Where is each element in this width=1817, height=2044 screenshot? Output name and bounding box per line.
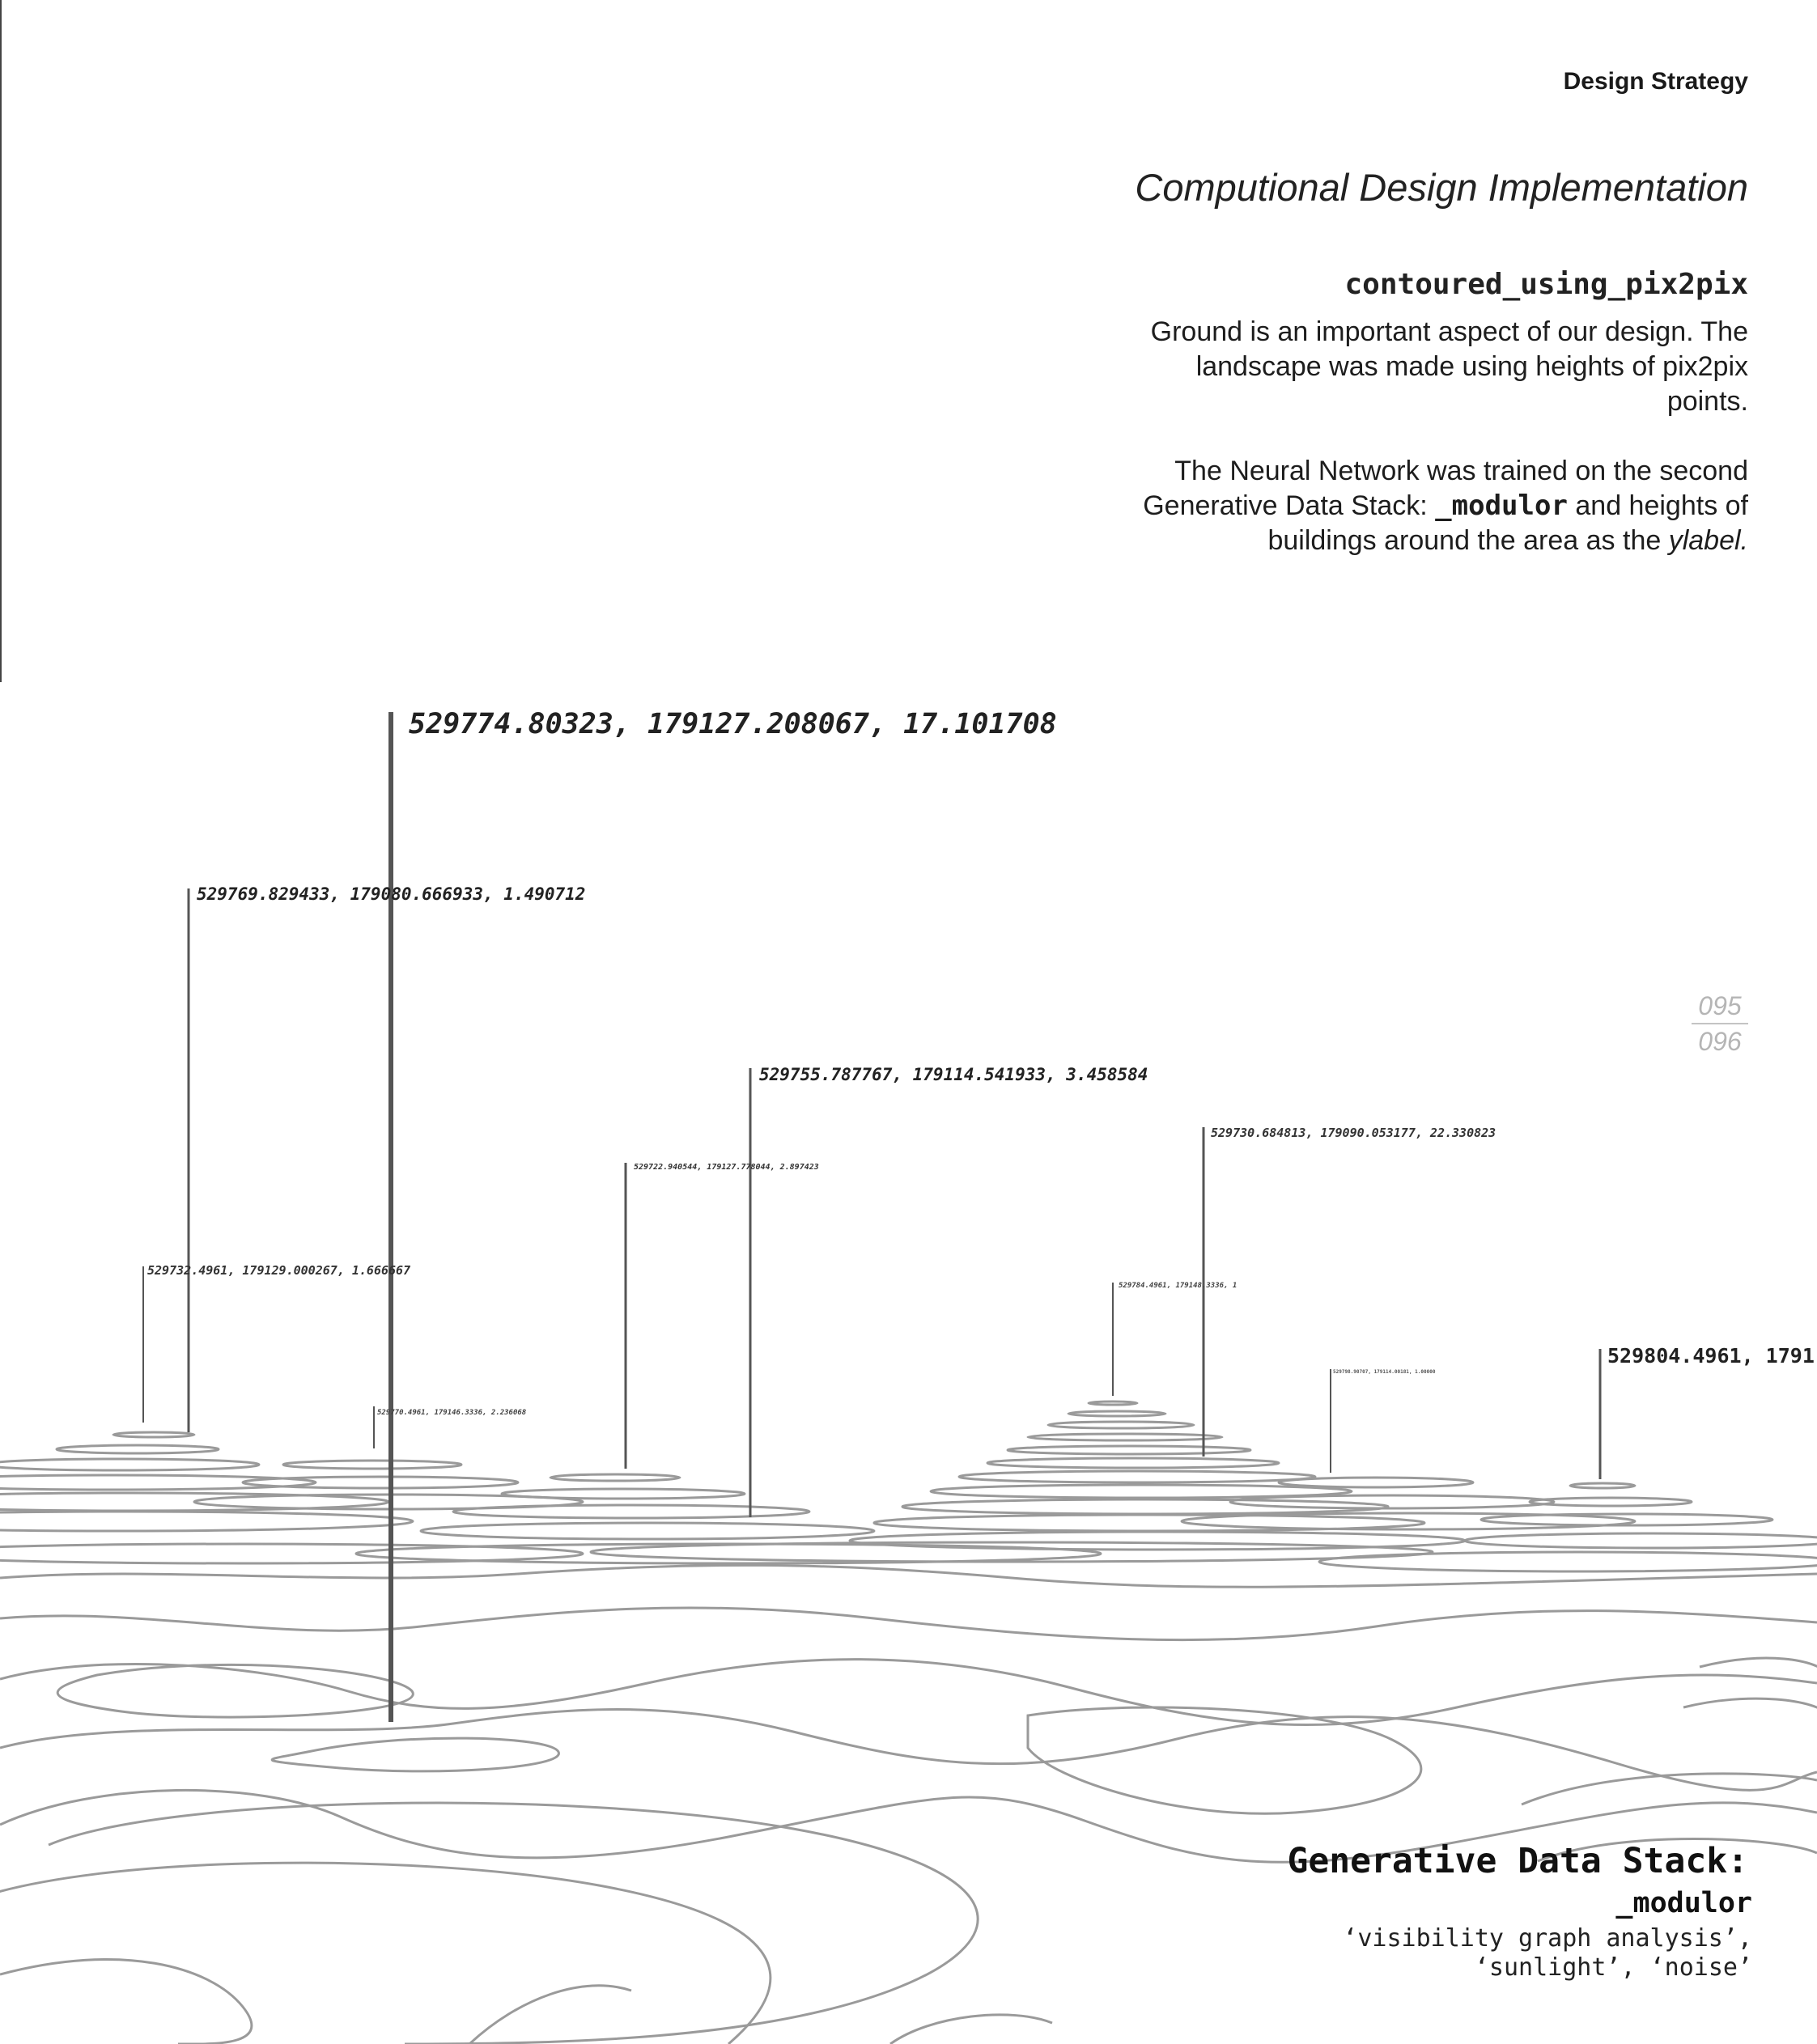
page-title: Computional Design Implementation <box>1135 166 1748 209</box>
page-number-total: 096 <box>1698 1027 1742 1056</box>
section-label: Design Strategy <box>1563 68 1748 95</box>
point-label-1: 529769.829433, 179080.666933, 1.490712 <box>197 884 586 904</box>
ylabel-term: ylabel. <box>1668 525 1748 556</box>
point-label-8: 529798.90707, 179114.00181, 1.00000 <box>1333 1369 1436 1375</box>
point-label-9: 529804.4961, 1791 <box>1607 1344 1815 1368</box>
point-label-4: 529730.684813, 179090.053177, 22.330823 <box>1211 1126 1496 1140</box>
stack-params-line-1: ‘visibility graph analysis’, <box>1343 1924 1752 1953</box>
intro-paragraph: Ground is an important aspect of our design. The landscape was made using heights of pix2pix points. <box>1150 316 1748 417</box>
stack-parameters <box>1267 1924 1752 1983</box>
point-label-0: 529774.80323, 179127.208067, 17.101708 <box>409 708 1057 740</box>
training-text-2: and heights of buildings around the area as the <box>1267 490 1748 556</box>
point-label-3: 529722.940544, 179127.778044, 2.897423 <box>634 1163 819 1172</box>
height-markers <box>143 708 1815 1722</box>
training-text-1: The Neural Network was trained on the second Generative Data Stack: <box>1143 456 1748 521</box>
page-number-current: 095 <box>1698 991 1742 1020</box>
point-label-7: 529770.4961, 179146.3336, 2.236068 <box>377 1409 527 1417</box>
modulor-code: _modulor <box>1435 490 1568 522</box>
stack-params-line-2: ‘sunlight’, ‘noise’ <box>1474 1953 1752 1982</box>
code-subheading: contoured_using_pix2pix <box>1344 268 1748 301</box>
stack-title: Generative Data Stack: <box>1287 1841 1748 1881</box>
point-label-2: 529755.787767, 179114.541933, 3.458584 <box>759 1065 1148 1084</box>
stack-name: _modulor <box>1615 1887 1752 1919</box>
point-label-6: 529784.4961, 179148.3336, 1 <box>1119 1282 1238 1290</box>
point-label-5: 529732.4961, 179129.000267, 1.666667 <box>147 1263 411 1278</box>
